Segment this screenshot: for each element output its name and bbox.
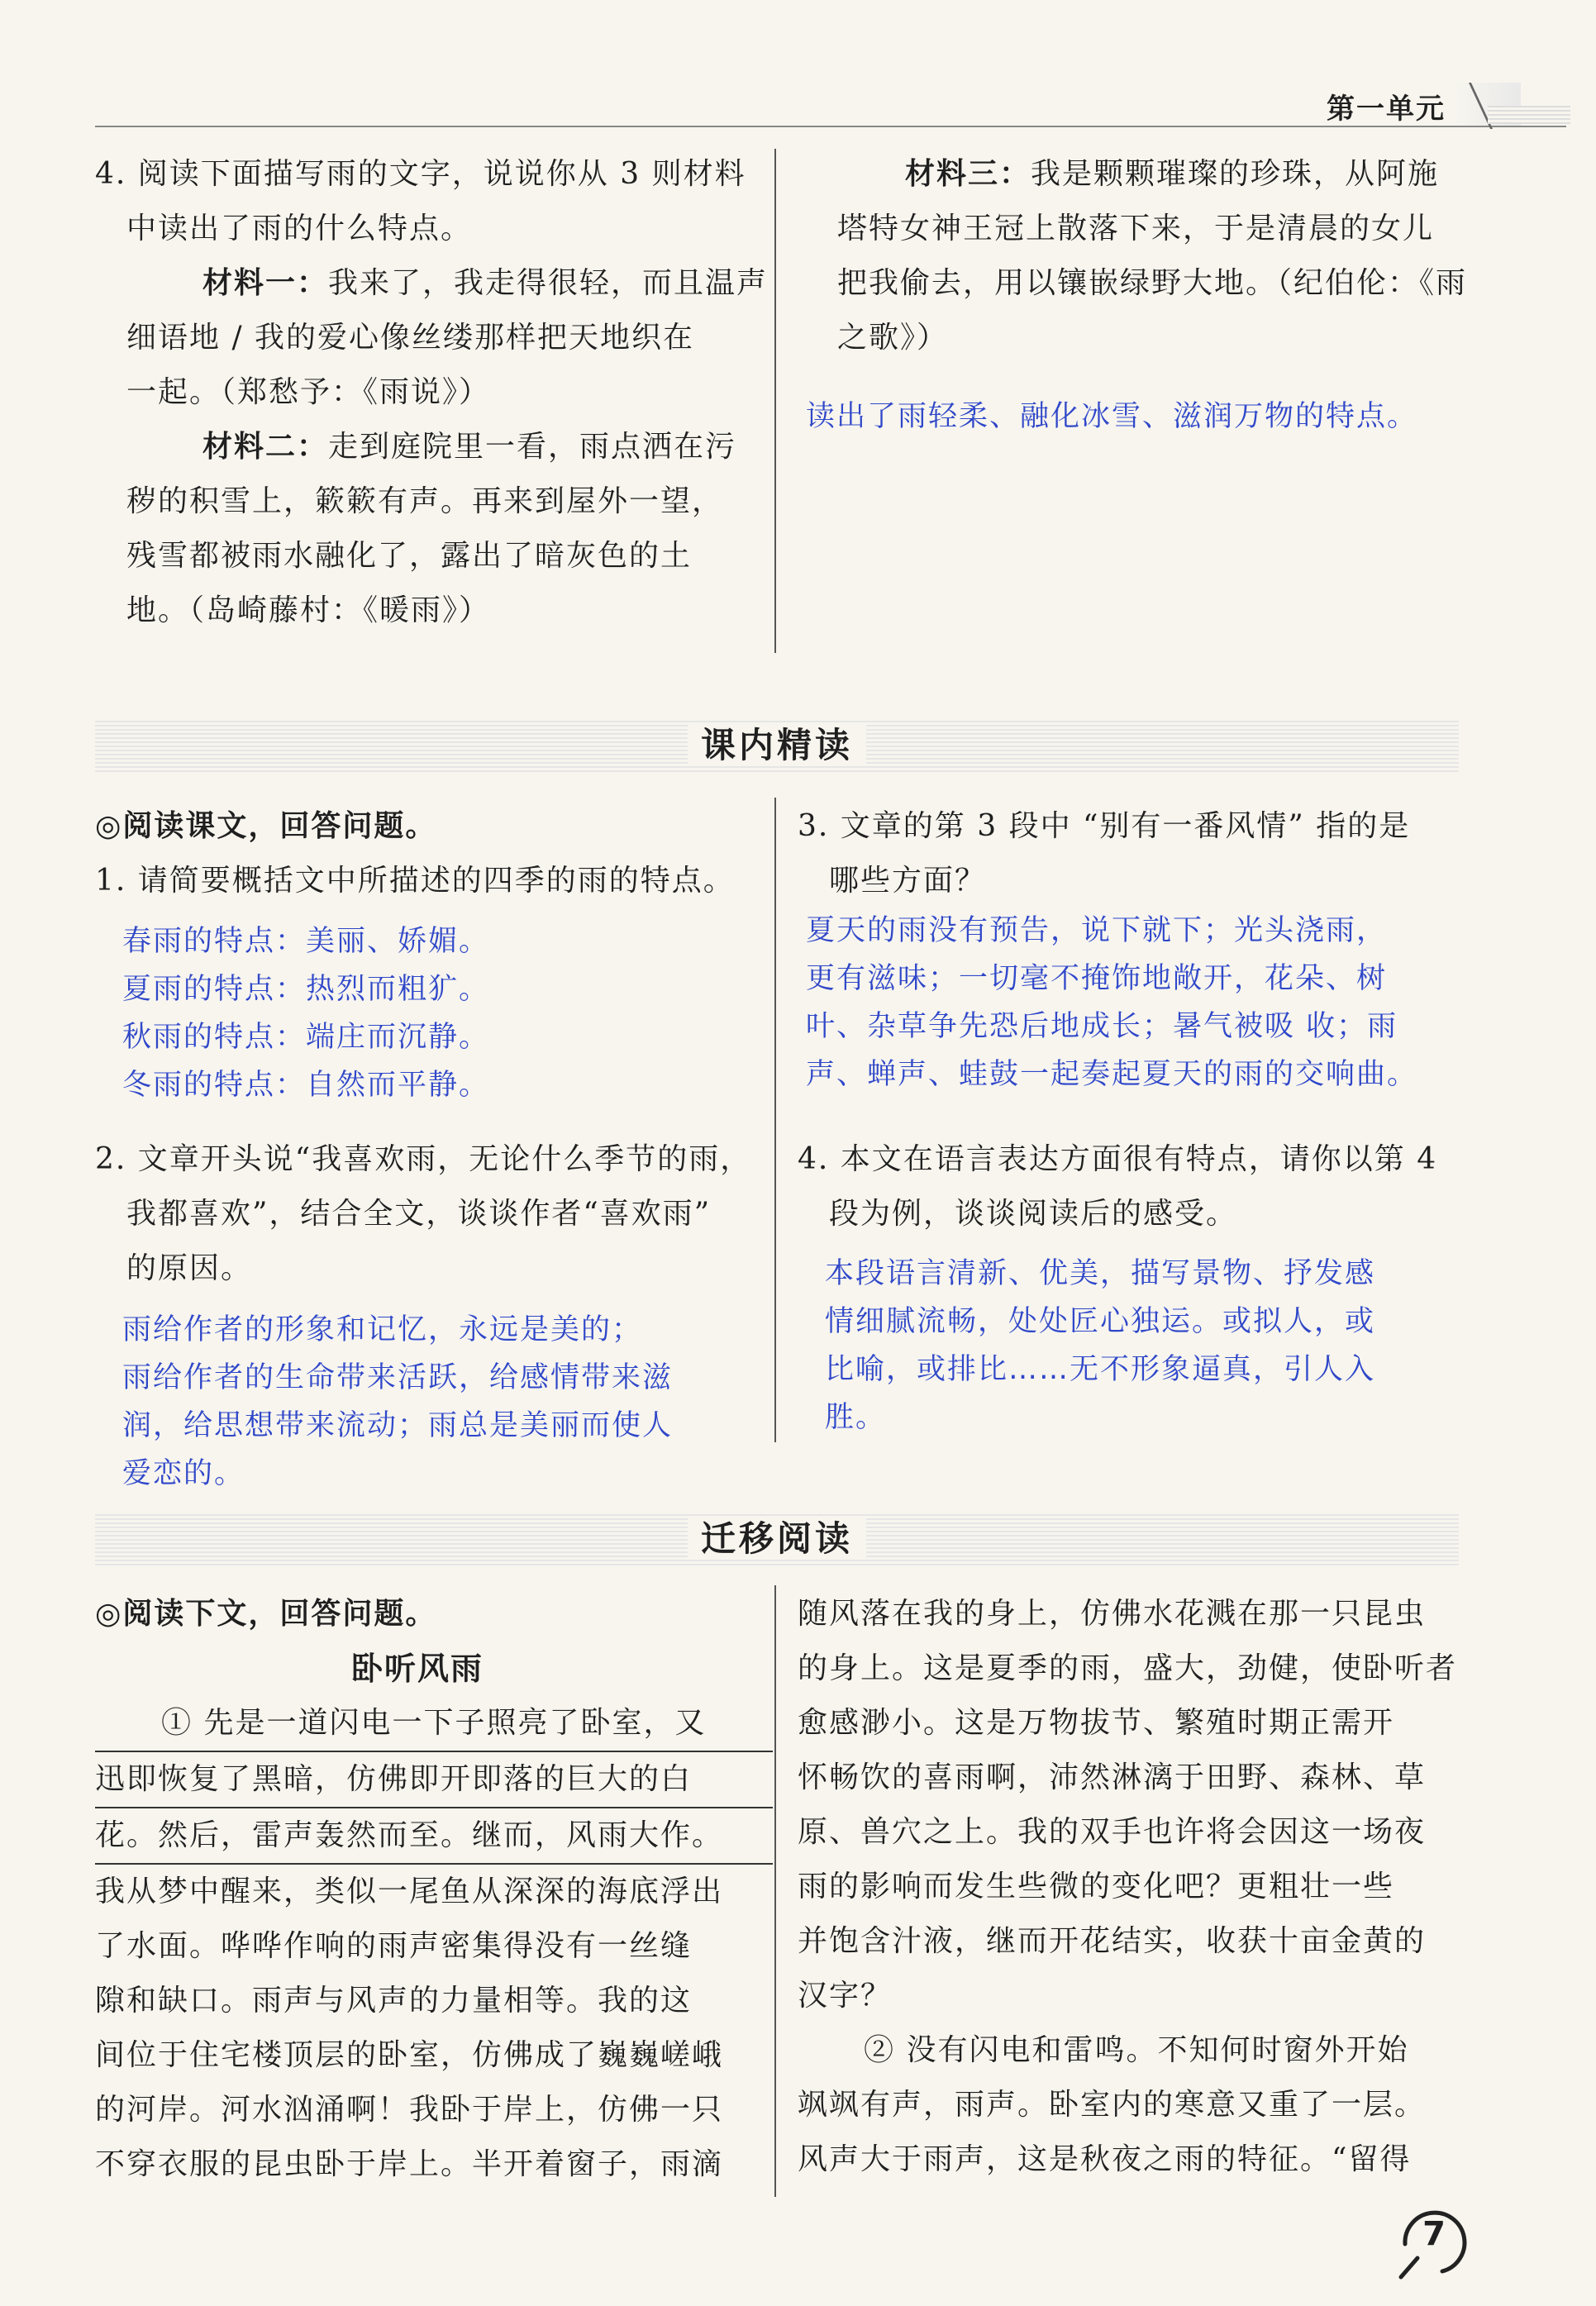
essay-line: 的河岸。河水汹涌啊！我卧于岸上，仿佛一只 xyxy=(95,2093,724,2127)
q2-answer-line: 爱恋的。 xyxy=(122,1457,245,1490)
essay-line: 雨的影响而发生些微的变化吧？更粗壮一些 xyxy=(798,1870,1395,1903)
essay-line: 并饱含汁液，继而开花结实，收获十亩金黄的 xyxy=(798,1924,1427,1958)
q3-answer-line: 声、蝉声、蛙鼓一起奏起夏天的雨的交响曲。 xyxy=(806,1058,1418,1091)
section1-column-divider xyxy=(774,798,776,1442)
instruction: ◎阅读下文，回答问题。 xyxy=(95,1597,437,1631)
material-three-label: 材料三： xyxy=(905,157,1031,191)
q2-answer-line: 雨给作者的生命带来活跃，给感情带来滋 xyxy=(122,1361,674,1394)
page-number: 7 xyxy=(1422,2215,1446,2253)
section2-left xyxy=(95,1587,773,2192)
essay-line: 愈感渺小。这是万物拔节、繁殖时期正需开 xyxy=(798,1706,1395,1740)
q1-answer xyxy=(122,917,489,1109)
question-4-line: 段为例，谈谈阅读后的感受。 xyxy=(829,1197,1238,1231)
section1-left xyxy=(95,799,773,908)
q1-answer-line: 秋雨的特点：端庄而沉静。 xyxy=(122,1021,490,1054)
unit-label: 第一单元 xyxy=(1327,93,1446,126)
essay-line: 花。然后，雷声轰然而至。继而，风雨大作。 xyxy=(95,1808,773,1865)
material-two-text: 残雪都被雨水融化了，露出了暗灰色的土 xyxy=(126,539,693,573)
q4-answer-line: 情细腻流畅，处处匠心独运。或拟人，或 xyxy=(825,1305,1376,1338)
material-one-text: 我来了，我走得很轻，而且温声 xyxy=(328,266,769,300)
question-3-line: 3. 文章的第 3 段中 “别有一番风情” 指的是 xyxy=(798,809,1411,843)
instruction: ◎阅读课文，回答问题。 xyxy=(95,809,437,843)
question-2-line: 我都喜欢”，结合全文，谈谈作者“喜欢雨” xyxy=(126,1197,712,1231)
q4-answer-line: 本段语言清新、优美，描写景物、抒发感 xyxy=(825,1257,1376,1290)
section-title-text: 课内精读 xyxy=(688,725,866,765)
material-one-label: 材料一： xyxy=(202,266,329,300)
q1-answer-line: 冬雨的特点：自然而平静。 xyxy=(122,1069,490,1102)
material-three-text: 塔特女神王冠上散落下来，于是清晨的女儿 xyxy=(837,212,1435,245)
essay-line: 迅即恢复了黑暗，仿佛即开即落的巨大的白 xyxy=(95,1752,773,1808)
q2-answer-line: 雨给作者的形象和记忆，永远是美的； xyxy=(122,1313,643,1346)
section2-column-divider xyxy=(774,1585,776,2197)
essay-line: 了水面。哗哗作响的雨声密集得没有一丝缝 xyxy=(95,1929,693,1963)
q4-answer-line: 胜。 xyxy=(825,1401,887,1434)
material-two-text: 走到庭院里一看，雨点洒在污 xyxy=(328,430,737,464)
q1-answer-line: 春雨的特点：美丽、娇媚。 xyxy=(122,925,490,958)
essay-line: 原、兽穴之上。我的双手也许将会因这一场夜 xyxy=(798,1815,1427,1849)
section-title-text: 迁移阅读 xyxy=(688,1518,866,1559)
essay-line: 怀畅饮的喜雨啊，沛然淋漓于田野、森林、草 xyxy=(798,1760,1427,1794)
material-one-text: 细语地 / 我的爱心像丝缕那样把天地织在 xyxy=(126,321,695,355)
question-4-line: 4. 本文在语言表达方面很有特点，请你以第 4 xyxy=(798,1142,1438,1176)
material-two-label: 材料二： xyxy=(202,430,329,464)
question-2-line: 2. 文章开头说“我喜欢雨，无论什么季节的雨， xyxy=(95,1142,752,1176)
essay-line: 随风落在我的身上，仿佛水花溅在那一只昆虫 xyxy=(798,1597,1427,1631)
top-right-column xyxy=(806,147,1467,365)
essay-line: 隙和缺口。雨声与风声的力量相等。我的这 xyxy=(95,1984,693,2018)
q4-answer xyxy=(825,1250,1375,1441)
section-title xyxy=(95,1513,1459,1565)
essay-line: 风声大于雨声，这是秋夜之雨的特征。“留得 xyxy=(798,2142,1412,2176)
material-one-text: 一起。（郑愁予：《雨说》） xyxy=(126,375,491,409)
section2-right xyxy=(798,1587,1467,2187)
q3-answer xyxy=(806,907,1417,1098)
essay-line: 不穿衣服的昆虫卧于岸上。半开着窗子，雨滴 xyxy=(95,2147,724,2181)
question-4 xyxy=(798,1132,1467,1241)
material-two xyxy=(95,420,765,474)
question-1: 1. 请简要概括文中所描述的四季的雨的特点。 xyxy=(95,864,735,898)
material-three-text: 我是颗颗璀璨的珍珠，从阿施 xyxy=(1031,157,1440,191)
question-3-line: 哪些方面？ xyxy=(829,864,987,898)
section-band-1 xyxy=(95,719,1459,772)
material-three-text: 之歌》） xyxy=(837,321,949,355)
q4-line: 中读出了雨的什么特点。 xyxy=(126,212,473,245)
question-2 xyxy=(95,1132,773,1296)
essay-line: 我从梦中醒来，类似一尾鱼从深深的海底浮出 xyxy=(95,1875,724,1908)
q2-answer-line: 润，给思想带来流动；雨总是美丽而使人 xyxy=(122,1409,674,1442)
material-three xyxy=(806,147,1467,202)
q3-answer-line: 夏天的雨没有预告，说下就下；光头浇雨， xyxy=(806,914,1388,947)
q1-answer-line: 夏雨的特点：热烈而粗犷。 xyxy=(122,973,490,1006)
q2-answer xyxy=(122,1306,673,1498)
question-3 xyxy=(798,799,1467,908)
page-number-badge xyxy=(1393,2199,1475,2281)
essay-line: 的身上。这是夏季的雨，盛大，劲健，使卧听者 xyxy=(798,1651,1458,1685)
essay-title: 卧听风雨 xyxy=(350,1651,484,1687)
essay-line: 汉字？ xyxy=(798,1979,893,2013)
q3-answer-line: 更有滋味；一切毫不掩饰地敞开，花朵、树 xyxy=(806,962,1388,995)
material-one xyxy=(95,256,769,311)
material-two-text: 秽的积雪上，簌簌有声。再来到屋外一望， xyxy=(126,484,724,518)
material-two-text: 地。（岛崎藤村：《暖雨》） xyxy=(126,593,491,627)
q4-line: 4. 阅读下面描写雨的文字，说说你从 3 则材料 xyxy=(95,157,746,191)
q4-answer-line: 比喻，或排比……无不形象逼真，引人入 xyxy=(825,1353,1376,1386)
essay-line: ② 没有闪电和雷鸣。不知何时窗外开始 xyxy=(864,2033,1409,2067)
essay-line: 飒飒有声，雨声。卧室内的寒意又重了一层。 xyxy=(798,2088,1427,2122)
material-three-text: 把我偷去，用以镶嵌绿野大地。（纪伯伦：《雨 xyxy=(837,266,1468,300)
top-left-column xyxy=(95,147,769,638)
q3-answer-line: 叶、杂草争先恐后地成长；暑气被吸 收；雨 xyxy=(806,1010,1398,1043)
header-stripes xyxy=(1488,106,1570,124)
essay-line: 间位于住宅楼顶层的卧室，仿佛成了巍巍嵯峨 xyxy=(95,2038,724,2072)
top-answer: 读出了雨轻柔、融化冰雪、滋润万物的特点。 xyxy=(806,400,1418,433)
question-2-line: 的原因。 xyxy=(126,1251,253,1285)
section-band-2 xyxy=(95,1513,1459,1565)
section-title xyxy=(95,719,1459,772)
essay-line: ① 先是一道闪电一下子照亮了卧室，又 xyxy=(95,1696,773,1752)
top-column-divider xyxy=(774,149,776,653)
